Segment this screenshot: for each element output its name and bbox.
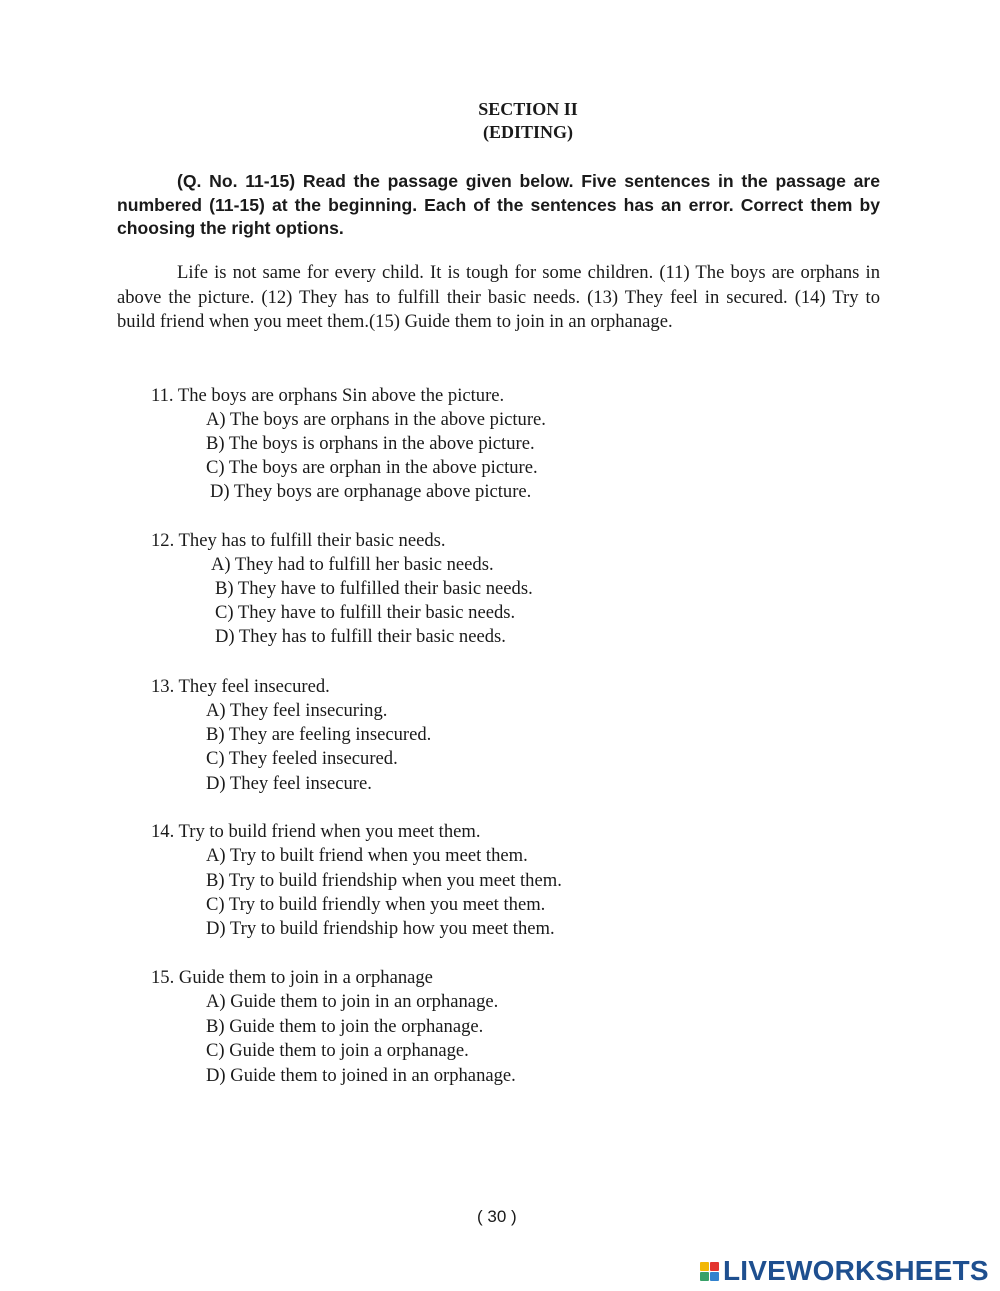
question-13-option-d[interactable]: D) They feel insecure.: [206, 773, 372, 794]
question-12-option-d[interactable]: D) They has to fulfill their basic needs.: [215, 626, 506, 647]
question-12-stem: 12. They has to fulfill their basic needs.: [151, 530, 446, 551]
page-number: ( 30 ): [477, 1207, 517, 1226]
question-14-option-a[interactable]: A) Try to built friend when you meet them.: [206, 845, 528, 866]
section-title: SECTION II: [478, 99, 578, 119]
brand-text: LIVEWORKSHEETS: [723, 1255, 989, 1286]
question-15-option-d[interactable]: D) Guide them to joined in an orphanage.: [206, 1065, 516, 1086]
question-12-option-a[interactable]: A) They had to fulfill her basic needs.: [211, 554, 494, 575]
question-13-option-b[interactable]: B) They are feeling insecured.: [206, 724, 432, 745]
question-15-stem: 15. Guide them to join in a orphanage: [151, 967, 433, 988]
instructions: (Q. No. 11-15) Read the passage given below. Five sentences in the passage are numbered (11-15) at the beginning. Each of the sentences has an error. Correct them by choosing the right options.: [117, 171, 880, 238]
question-13-stem: 13. They feel insecured.: [151, 676, 330, 697]
question-14-stem: 14. Try to build friend when you meet them.: [151, 821, 481, 842]
question-14-option-b[interactable]: B) Try to build friendship when you meet them.: [206, 870, 562, 891]
logo-icon: [700, 1262, 719, 1281]
question-11-option-d[interactable]: D) They boys are orphanage above picture.: [210, 481, 532, 502]
question-12-option-c[interactable]: C) They have to fulfill their basic needs.: [215, 602, 516, 623]
question-15-option-c[interactable]: C) Guide them to join a orphanage.: [206, 1040, 469, 1061]
question-13-option-c[interactable]: C) They feeled insecured.: [206, 748, 398, 769]
question-13-option-a[interactable]: A) They feel insecuring.: [206, 700, 388, 721]
question-14-option-d[interactable]: D) Try to build friendship how you meet them.: [206, 918, 555, 939]
passage: Life is not same for every child. It is tough for some children. (11) The boys are orphans in above the picture. (12) They has to fulfill their basic needs. (13) They feel in secured. (14) Try to build friend when you meet them.(15) Guide them to join in an orphanage.: [117, 262, 880, 332]
liveworksheets-logo[interactable]: [700, 1256, 989, 1286]
question-11-stem: 11. The boys are orphans Sin above the picture.: [151, 385, 505, 406]
question-11-option-b[interactable]: B) The boys is orphans in the above picture.: [206, 433, 535, 454]
question-15-option-b[interactable]: B) Guide them to join the orphanage.: [206, 1016, 484, 1037]
question-15-option-a[interactable]: A) Guide them to join in an orphanage.: [206, 991, 499, 1012]
question-12-option-b[interactable]: B) They have to fulfilled their basic needs.: [215, 578, 533, 599]
question-14-option-c[interactable]: C) Try to build friendly when you meet them.: [206, 894, 546, 915]
question-11-option-a[interactable]: A) The boys are orphans in the above picture.: [206, 409, 546, 430]
question-11-option-c[interactable]: C) The boys are orphan in the above picture.: [206, 457, 538, 478]
section-subtitle: (EDITING): [482, 122, 573, 142]
